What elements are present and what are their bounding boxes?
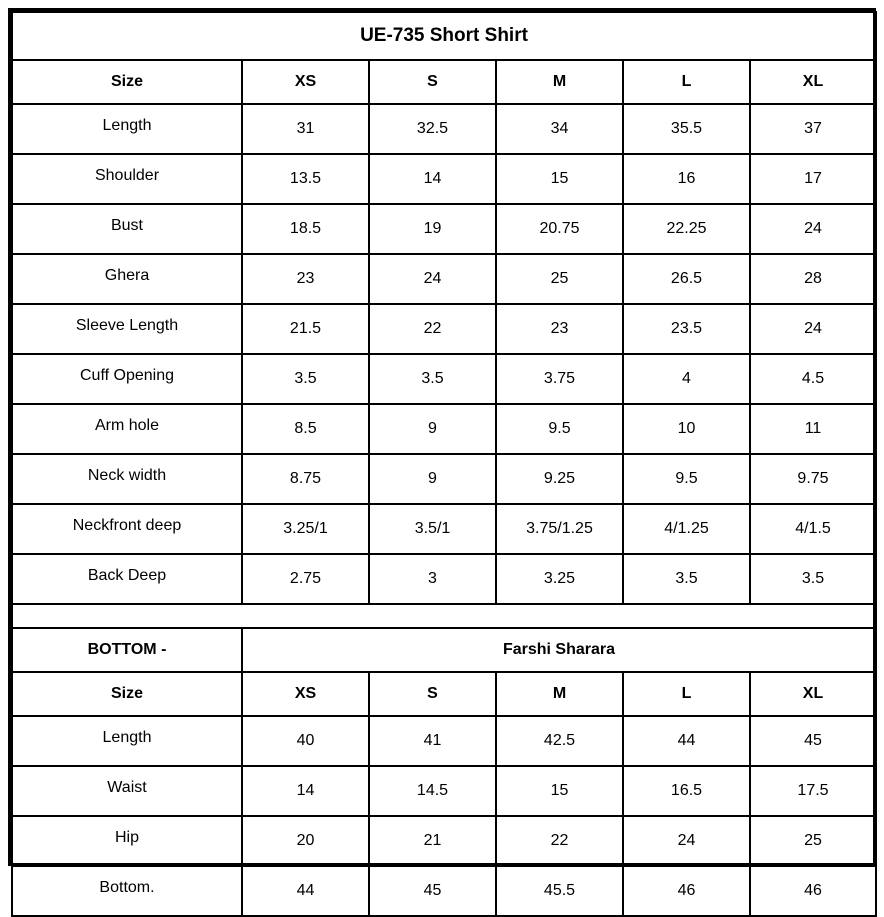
top-measurement-value: 24: [750, 204, 876, 254]
bottom-measurement-label: Hip: [12, 816, 242, 866]
top-measurement-label: Cuff Opening: [12, 354, 242, 404]
top-measurement-label: Neckfront deep: [12, 504, 242, 554]
top-measurement-label: Ghera: [12, 254, 242, 304]
bottom-section-label: BOTTOM -: [12, 628, 242, 672]
top-measurement-value: 25: [496, 254, 623, 304]
top-measurement-value: 24: [750, 304, 876, 354]
top-measurement-value: 37: [750, 104, 876, 154]
section-spacer-row: [12, 604, 876, 628]
bottom-measurement-value: 17.5: [750, 766, 876, 816]
top-measurement-value: 4: [623, 354, 750, 404]
top-measurement-value: 16: [623, 154, 750, 204]
bottom-measurement-value: 41: [369, 716, 496, 766]
size-chart-body: [12, 12, 876, 916]
bottom-measurement-value: 22: [496, 816, 623, 866]
size-header-label: Size: [12, 60, 242, 104]
top-measurement-value: 23: [496, 304, 623, 354]
section-spacer: [12, 604, 876, 628]
size-chart: [8, 8, 876, 899]
top-measurement-value: 10: [623, 404, 750, 454]
top-measurement-value: 17: [750, 154, 876, 204]
top-measurement-value: 28: [750, 254, 876, 304]
top-measurement-value: 4/1.5: [750, 504, 876, 554]
top-measurement-row: [12, 204, 876, 254]
top-measurement-value: 9: [369, 454, 496, 504]
top-measurement-label: Length: [12, 104, 242, 154]
top-measurement-value: 9.25: [496, 454, 623, 504]
bottom-size-header: XL: [750, 672, 876, 716]
chart-title: UE-735 Short Shirt: [12, 12, 876, 60]
top-measurement-value: 3.75/1.25: [496, 504, 623, 554]
title-row: [12, 12, 876, 60]
size-header-l: L: [623, 60, 750, 104]
top-measurement-row: [12, 254, 876, 304]
top-measurement-value: 3.25: [496, 554, 623, 604]
bottom-measurement-value: 44: [242, 866, 369, 916]
bottom-measurement-label: Waist: [12, 766, 242, 816]
size-header-m: M: [496, 60, 623, 104]
top-measurement-label: Shoulder: [12, 154, 242, 204]
top-measurement-value: 3.5: [623, 554, 750, 604]
bottom-size-header: S: [369, 672, 496, 716]
bottom-measurement-value: 14.5: [369, 766, 496, 816]
top-measurement-value: 22: [369, 304, 496, 354]
top-measurement-row: [12, 304, 876, 354]
size-header-row: [12, 60, 876, 104]
top-measurement-label: Bust: [12, 204, 242, 254]
top-measurement-value: 35.5: [623, 104, 750, 154]
bottom-measurement-value: 20: [242, 816, 369, 866]
bottom-measurement-value: 25: [750, 816, 876, 866]
top-measurement-row: [12, 454, 876, 504]
bottom-measurement-value: 45.5: [496, 866, 623, 916]
top-measurement-value: 3.5: [750, 554, 876, 604]
bottom-measurement-value: 15: [496, 766, 623, 816]
top-measurement-value: 21.5: [242, 304, 369, 354]
bottom-measurement-row: [12, 716, 876, 766]
top-measurement-value: 15: [496, 154, 623, 204]
top-measurement-value: 9.5: [623, 454, 750, 504]
top-measurement-value: 11: [750, 404, 876, 454]
bottom-size-header: L: [623, 672, 750, 716]
size-header-xl: XL: [750, 60, 876, 104]
bottom-measurement-value: 44: [623, 716, 750, 766]
bottom-size-header: M: [496, 672, 623, 716]
bottom-section-row: [12, 628, 876, 672]
bottom-measurement-value: 24: [623, 816, 750, 866]
bottom-measurement-label: Bottom.: [12, 866, 242, 916]
top-measurement-label: Arm hole: [12, 404, 242, 454]
bottom-measurement-value: 45: [750, 716, 876, 766]
top-measurement-label: Neck width: [12, 454, 242, 504]
top-measurement-value: 23: [242, 254, 369, 304]
top-measurement-value: 8.75: [242, 454, 369, 504]
top-measurement-label: Sleeve Length: [12, 304, 242, 354]
top-measurement-value: 19: [369, 204, 496, 254]
top-measurement-value: 3.5: [242, 354, 369, 404]
bottom-measurement-row: [12, 816, 876, 866]
top-measurement-value: 14: [369, 154, 496, 204]
top-measurement-value: 32.5: [369, 104, 496, 154]
top-measurement-row: [12, 354, 876, 404]
top-measurement-value: 9: [369, 404, 496, 454]
bottom-measurement-row: [12, 766, 876, 816]
top-measurement-value: 26.5: [623, 254, 750, 304]
top-measurement-row: [12, 104, 876, 154]
bottom-measurement-value: 16.5: [623, 766, 750, 816]
bottom-measurement-value: 40: [242, 716, 369, 766]
bottom-measurement-value: 46: [750, 866, 876, 916]
top-measurement-value: 3.5/1: [369, 504, 496, 554]
top-measurement-value: 3.5: [369, 354, 496, 404]
top-measurement-value: 18.5: [242, 204, 369, 254]
top-measurement-value: 34: [496, 104, 623, 154]
top-measurement-value: 31: [242, 104, 369, 154]
top-measurement-value: 9.75: [750, 454, 876, 504]
bottom-measurement-value: 42.5: [496, 716, 623, 766]
top-measurement-value: 4/1.25: [623, 504, 750, 554]
size-chart-table: [11, 11, 877, 917]
bottom-measurement-value: 21: [369, 816, 496, 866]
bottom-measurement-label: Length: [12, 716, 242, 766]
bottom-measurement-value: 14: [242, 766, 369, 816]
top-measurement-label: Back Deep: [12, 554, 242, 604]
top-measurement-row: [12, 404, 876, 454]
bottom-measurement-value: 46: [623, 866, 750, 916]
bottom-size-header-label: Size: [12, 672, 242, 716]
top-measurement-value: 13.5: [242, 154, 369, 204]
top-measurement-row: [12, 554, 876, 604]
bottom-size-header: XS: [242, 672, 369, 716]
top-measurement-value: 2.75: [242, 554, 369, 604]
top-measurement-value: 4.5: [750, 354, 876, 404]
bottom-section-name: Farshi Sharara: [242, 628, 876, 672]
top-measurement-value: 3.75: [496, 354, 623, 404]
bottom-size-header-row: [12, 672, 876, 716]
top-measurement-value: 3: [369, 554, 496, 604]
top-measurement-row: [12, 154, 876, 204]
size-header-s: S: [369, 60, 496, 104]
top-measurement-value: 3.25/1: [242, 504, 369, 554]
top-measurement-row: [12, 504, 876, 554]
top-measurement-value: 24: [369, 254, 496, 304]
top-measurement-value: 8.5: [242, 404, 369, 454]
size-header-xs: XS: [242, 60, 369, 104]
bottom-measurement-value: 45: [369, 866, 496, 916]
top-measurement-value: 23.5: [623, 304, 750, 354]
top-measurement-value: 9.5: [496, 404, 623, 454]
top-measurement-value: 22.25: [623, 204, 750, 254]
top-measurement-value: 20.75: [496, 204, 623, 254]
